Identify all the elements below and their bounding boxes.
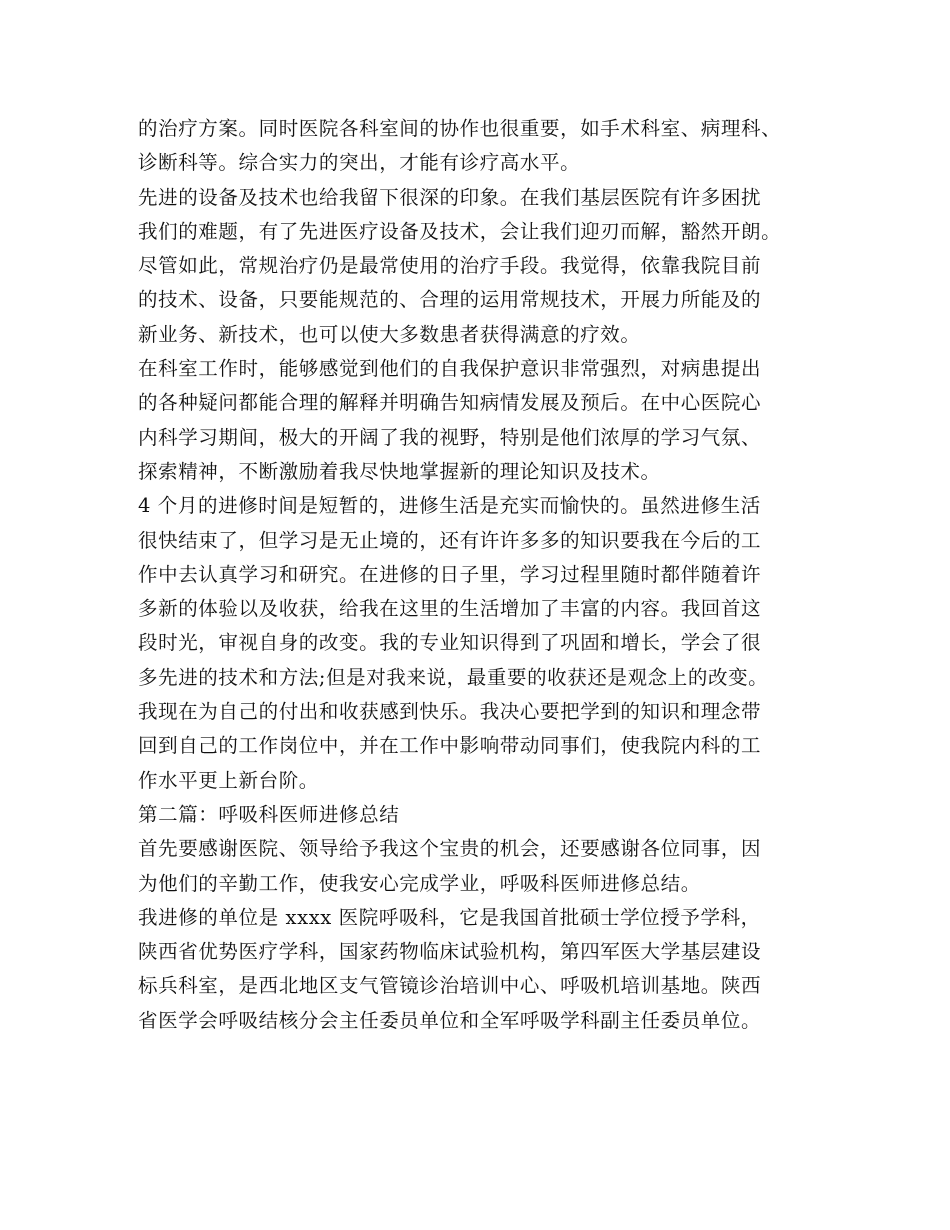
text-line: 先进的设备及技术也给我留下很深的印象。在我们基层医院有许多困扰 [138, 185, 762, 209]
text-line: 标兵科室，是西北地区支气管镜诊治培训中心、呼吸机培训基地。陕西 [138, 974, 762, 998]
text-line: 探索精神，不断激励着我尽快地掌握新的理论知识及技术。 [138, 459, 661, 483]
text-line: 4 个月的进修时间是短暂的，进修生活是充实而愉快的。虽然进修生活 [138, 494, 761, 518]
paragraph-thanks [138, 832, 828, 901]
text-line: 新业务、新技术，也可以使大多数患者获得满意的疗效。 [138, 322, 641, 346]
text-line: 的治疗方案。同时医院各科室间的协作也很重要，如手术科室、病理科、 [138, 117, 782, 140]
text-line: 段时光，审视自身的改变。我的专业知识得到了巩固和增长，学会了很 [138, 631, 762, 655]
paragraph-department-work [138, 352, 828, 489]
heading-line: 第二篇：呼吸科医师进修总结 [138, 802, 400, 826]
text-line: 的技术、设备，只要能规范的、合理的运用常规技术，开展力所能及的 [138, 288, 762, 312]
text-line: 多新的体验以及收获，给我在这里的生活增加了丰富的内容。我回首这 [138, 597, 762, 621]
text-line: 多先进的技术和方法;但是对我来说，最重要的收获还是观念上的改变。 [138, 665, 769, 689]
text-line: 我们的难题，有了先进医疗设备及技术，会让我们迎刃而解，豁然开朗。 [138, 219, 782, 243]
paragraph-training-unit [138, 901, 828, 1038]
text-line: 我进修的单位是 xxxx 医院呼吸科，它是我国首批硕士学位授予学科， [138, 905, 761, 929]
text-line: 很快结束了，但学习是无止境的，还有许许多多的知识要我在今后的工 [138, 528, 762, 552]
text-line: 陕西省优势医疗学科，国家药物临床试验机构，第四军医大学基层建设 [138, 940, 762, 964]
text-line: 内科学习期间，极大的开阔了我的视野，特别是他们浓厚的学习气氛、 [138, 425, 762, 449]
paragraph-advanced-equipment [138, 181, 828, 352]
document-page [138, 112, 828, 1038]
text-line: 为他们的辛勤工作，使我安心完成学业，呼吸科医师进修总结。 [138, 871, 701, 895]
text-line: 尽管如此，常规治疗仍是最常使用的治疗手段。我觉得，依靠我院目前 [138, 254, 762, 278]
text-line: 作水平更上新台阶。 [138, 768, 319, 792]
text-line: 首先要感谢医院、领导给予我这个宝贵的机会，还要感谢各位同事，因 [138, 837, 762, 861]
text-line: 作中去认真学习和研究。在进修的日子里，学习过程里随时都伴随着许 [138, 562, 762, 586]
text-line: 我现在为自己的付出和收获感到快乐。我决心要把学到的知识和理念带 [138, 700, 762, 724]
text-line: 诊断科等。综合实力的突出，才能有诊疗高水平。 [138, 151, 581, 175]
text-line: 的各种疑问都能合理的解释并明确告知病情发展及预后。在中心医院心 [138, 391, 762, 415]
text-line: 省医学会呼吸结核分会主任委员单位和全军呼吸学科副主任委员单位。 [138, 1008, 762, 1032]
text-line: 回到自己的工作岗位中，并在工作中影响带动同事们，使我院内科的工 [138, 734, 762, 758]
section-heading [138, 798, 828, 832]
paragraph-four-months [138, 489, 828, 798]
paragraph-treatment-plan [138, 112, 828, 181]
text-line: 在科室工作时，能够感觉到他们的自我保护意识非常强烈，对病患提出 [138, 357, 762, 381]
